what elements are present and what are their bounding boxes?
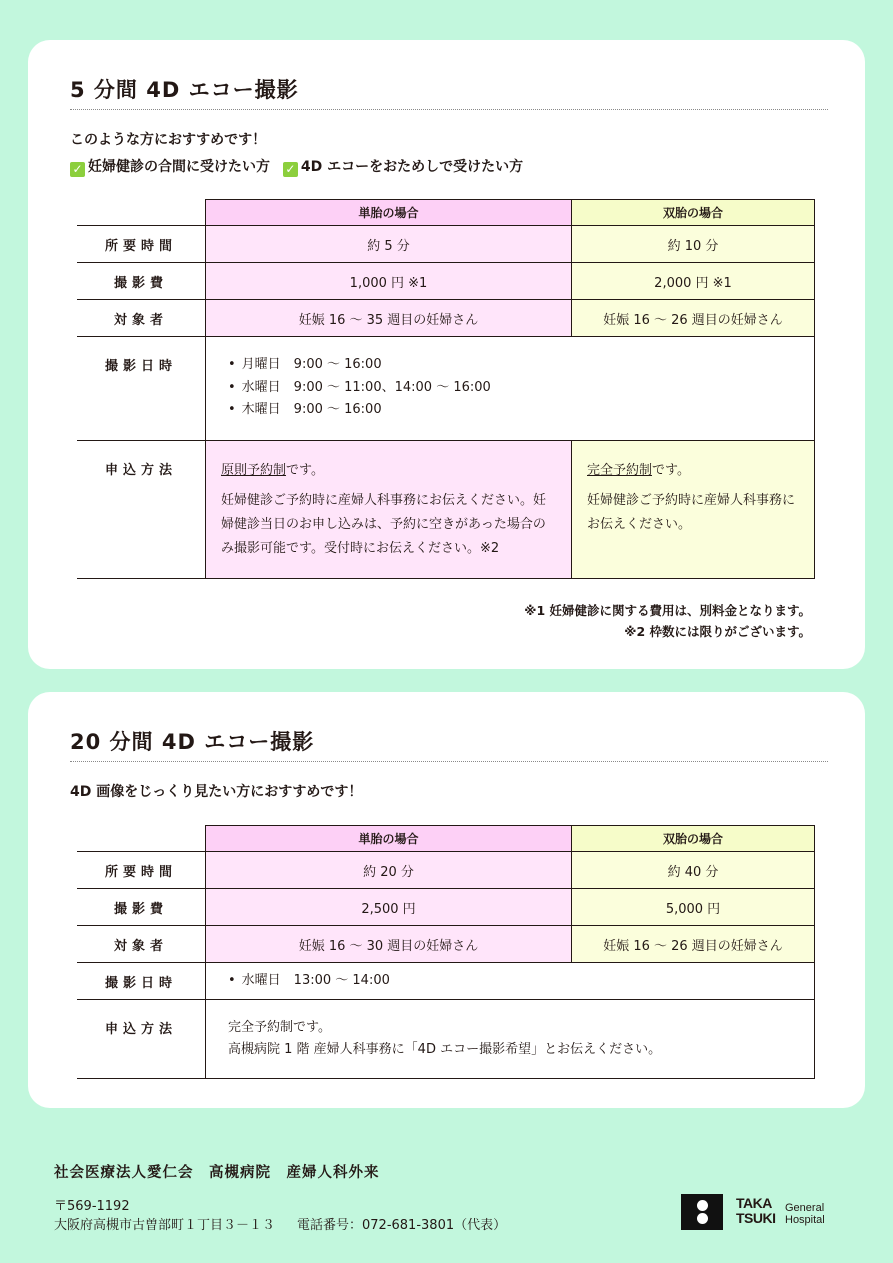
org-name: 社会医療法人愛仁会 高槻病院 産婦人科外来 [54,1165,380,1181]
row-label: 所要時間 [77,852,206,889]
logo-text: General [785,1202,825,1214]
schedule-item: • 木曜日 9:00 〜 16:00 [228,399,814,422]
row-label: 所要時間 [77,226,206,263]
footnote: ※2 枠数には限りがございます。 [624,624,811,639]
logo-text: Hospital [785,1214,825,1226]
row-label: 撮影日時 [77,963,206,1000]
apply-line: 高槻病院 1 階 産婦人科事務に「4D エコー撮影希望」とお伝えください。 [228,1042,662,1057]
apply-twin-body: 妊婦健診ご予約時に産婦人科事務にお伝えください。 [587,492,796,532]
apply-twin [572,440,815,578]
logo-text: TAKA [736,1195,772,1211]
check-icon: ✓ [283,162,298,177]
hospital-logo [681,1194,841,1232]
recommendation-lead: 4D 画像をじっくり見たい方におすすめです！ [70,784,363,800]
target-twin: 妊娠 16 〜 26 週目の妊婦さん [572,926,815,963]
time-twin: 約 10 分 [572,226,815,263]
address: 大阪府高槻市古曽部町１丁目３－１３ [54,1218,276,1233]
target-single: 妊娠 16 〜 35 週目の妊婦さん [206,300,572,337]
check-icon: ✓ [70,162,85,177]
info-table [77,199,815,579]
time-single: 約 5 分 [206,226,572,263]
check-item: 妊婦健診の合間に受けたい方 [88,159,270,175]
col-single: 単胎の場合 [206,200,572,226]
card-20min [28,692,865,1108]
postal-code: 〒569-1192 [54,1199,130,1214]
apply-head-tail: です。 [652,462,690,478]
schedule-item: • 水曜日 13:00 〜 14:00 [228,970,814,993]
schedule-item: • 月曜日 9:00 〜 16:00 [228,354,814,377]
check-item: 4D エコーをおためしで受けたい方 [300,159,524,175]
address-line [54,1214,506,1233]
logo-text: TSUKI [736,1210,776,1226]
apply-head-tail: です。 [286,462,324,478]
schedule-cell [206,963,815,1000]
schedule-list [206,970,814,993]
header-blank [77,200,206,226]
time-single: 約 20 分 [206,852,572,889]
row-label: 撮影費 [77,889,206,926]
col-single: 単胎の場合 [206,826,572,852]
logo-mark-icon [681,1194,723,1230]
target-single: 妊娠 16 〜 30 週目の妊婦さん [206,926,572,963]
apply-single [206,440,572,578]
schedule-list [206,337,814,440]
header-blank [77,826,206,852]
row-label: 撮影日時 [77,337,206,441]
fee-twin: 2,000 円 ※1 [572,263,815,300]
col-twin: 双胎の場合 [572,200,815,226]
apply-single-head: 原則予約制 [221,462,287,478]
schedule-cell [206,337,815,441]
divider [70,109,828,110]
fee-single: 1,000 円 ※1 [206,263,572,300]
row-label: 申込方法 [77,440,206,578]
time-twin: 約 40 分 [572,852,815,889]
info-table [77,825,815,1079]
section-title: 20 分間 4D エコー撮影 [70,730,315,754]
fee-single: 2,500 円 [206,889,572,926]
row-label: 申込方法 [77,1000,206,1079]
card-5min [28,40,865,669]
apply-cell [206,1000,815,1079]
target-twin: 妊娠 16 〜 26 週目の妊婦さん [572,300,815,337]
fee-twin: 5,000 円 [572,889,815,926]
section-title: 5 分間 4D エコー撮影 [70,78,299,102]
apply-single-body: 妊婦健診ご予約時に産婦人科事務にお伝えください。妊婦健診当日のお申し込みは、予約に空きがあった場合のみ撮影可能です。受付時にお伝えください。※2 [221,492,547,556]
apply-twin-head: 完全予約制 [587,462,653,478]
col-twin: 双胎の場合 [572,826,815,852]
row-label: 対象者 [77,300,206,337]
phone: 電話番号：072-681-3801（代表） [297,1218,507,1233]
divider [70,761,828,762]
recommendation-lead: このような方におすすめです！ [70,132,267,148]
schedule-item: • 水曜日 9:00 〜 11:00、14:00 〜 16:00 [228,377,814,400]
apply-line: 完全予約制です。 [228,1020,331,1035]
recommendation-checks [70,156,531,177]
footnote: ※1 妊婦健診に関する費用は、別料金となります。 [524,603,811,618]
row-label: 撮影費 [77,263,206,300]
footnotes [524,600,811,642]
row-label: 対象者 [77,926,206,963]
